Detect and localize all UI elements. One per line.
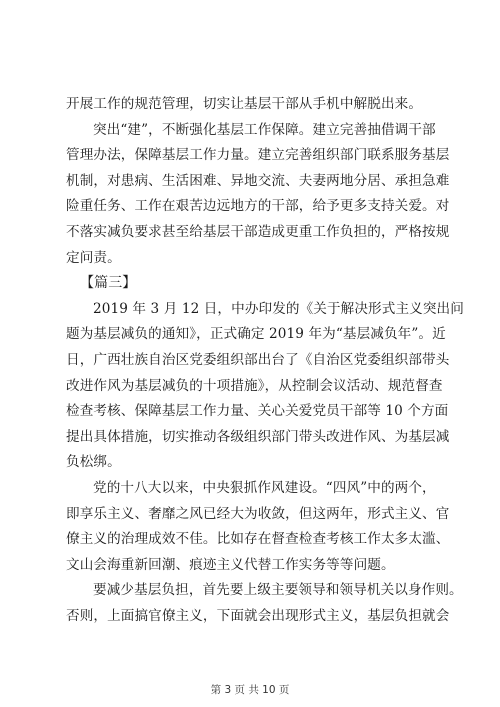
text-line: 定问责。: [66, 249, 121, 266]
section-heading: 【篇三】: [80, 275, 137, 292]
text-line: 要减少基层负担，首先要上级主要领导和领导机关以身作则。: [93, 582, 463, 599]
text-line: 突出“建”，不断强化基层工作保障。建立完善抽借调干部: [93, 121, 436, 138]
text-line: 否则，上面搞官僚主义，下面就会出现形式主义，基层负担就会: [66, 607, 450, 624]
text-line: 僚主义的治理成效不佳。比如存在督查检查考核工作太多太滥、: [66, 531, 450, 548]
text-line: 改进作风为基层减负的十项措施》，从控制会议活动、规范督查: [66, 377, 443, 394]
page-footer: [0, 682, 500, 697]
text-line: 开展工作的规范管理，切实让基层干部从手机中解脱出来。: [66, 96, 423, 112]
text-line: 2019 年 3 月 12 日，中办印发的《关于解决形式主义突出问: [93, 300, 464, 317]
body-text: [66, 92, 464, 629]
text-line: 日，广西壮族自治区党委组织部出台了《自治区党委组织部带头: [66, 351, 450, 368]
text-line: 负松绑。: [66, 454, 121, 471]
text-line: 党的十八大以来，中央狠抓作风建设。“四风”中的两个，: [93, 479, 436, 496]
text-line: 机制，对患病、生活困难、异地交流、夫妻两地分居、承担急难: [66, 172, 450, 189]
text-line: 检查考核、保障基层工作力量、关心关爱党员干部等 10 个方面: [66, 403, 449, 420]
text-line: 题为基层减负的通知》，正式确定 2019 年为“基层减负年”。近: [66, 326, 446, 343]
text-line: 提出具体措施，切实推动各级组织部门带头改进作风、为基层减: [66, 428, 450, 445]
page-number-label: 第 3 页 共 10 页: [210, 684, 290, 696]
text-line: 文山会海重新回潮、痕迹主义代替工作实务等等问题。: [66, 556, 395, 573]
text-line: 即享乐主义、奢靡之风已经大为收敛，但这两年，形式主义、官: [66, 505, 450, 522]
text-line: 险重任务、工作在艰苦边远地方的干部，给予更多支持关爱。对: [66, 198, 450, 215]
text-line: 不落实减负要求甚至给基层干部造成更重工作负担的，严格按规: [66, 223, 450, 240]
text-line: 管理办法，保障基层工作力量。建立完善组织部门联系服务基层: [66, 147, 450, 164]
